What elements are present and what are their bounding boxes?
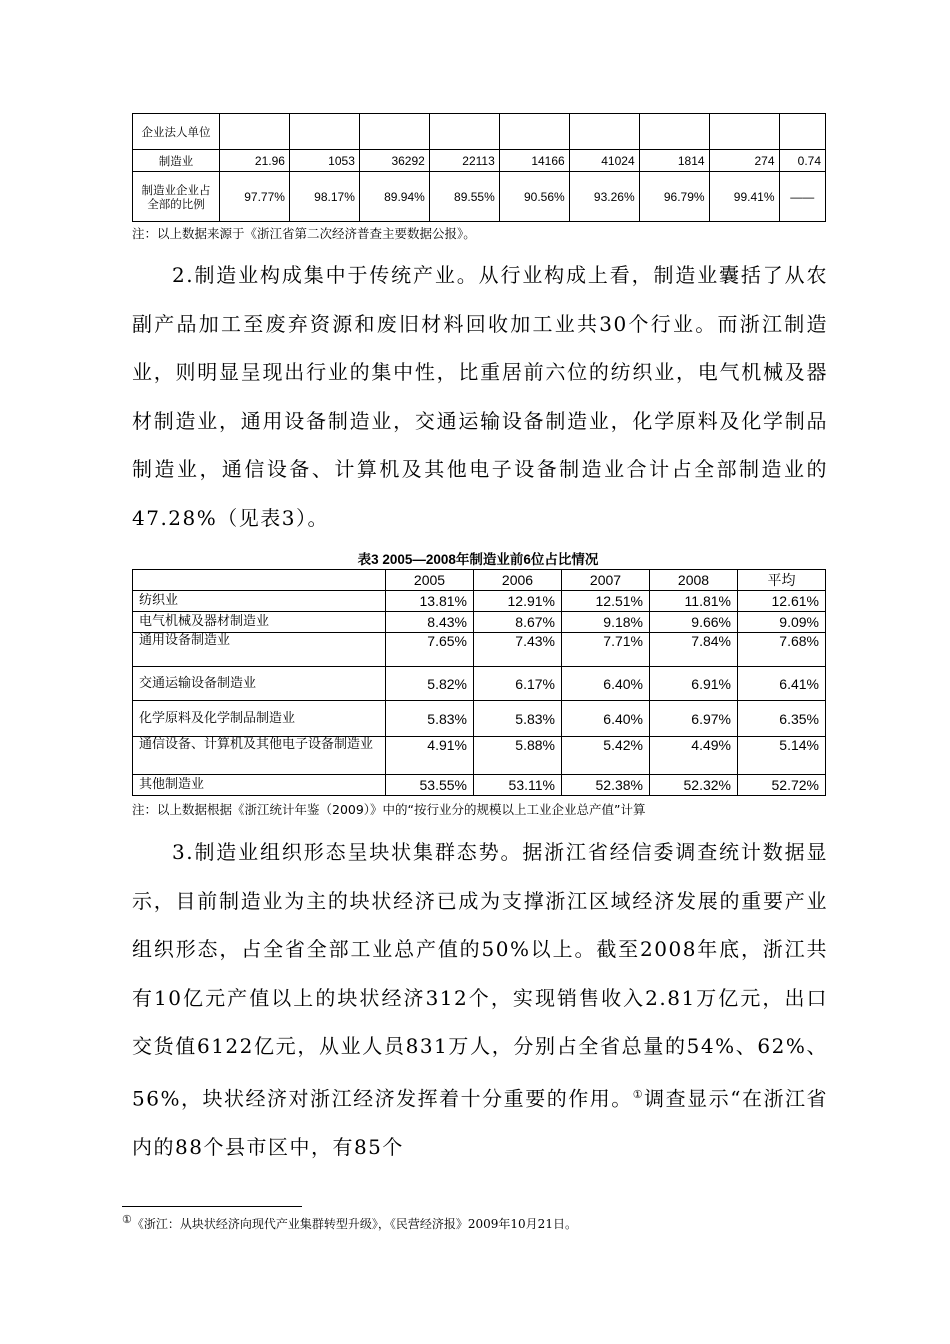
table-cell: 93.26%	[569, 172, 639, 222]
table-cell	[709, 114, 779, 150]
table-cell: 6.17%	[474, 667, 562, 701]
table-row	[133, 172, 826, 222]
table-cell: 9.09%	[738, 612, 826, 633]
table-cell	[779, 114, 826, 150]
table-cell: 6.35%	[738, 701, 826, 737]
paragraph-3	[132, 828, 828, 1171]
table-cell: 1053	[289, 150, 359, 172]
footnote-mark: ①	[122, 1213, 132, 1226]
table-cell	[289, 114, 359, 150]
table-row	[133, 633, 826, 667]
table-row	[133, 737, 826, 775]
header-cell	[133, 570, 386, 591]
table-cell: 1814	[639, 150, 709, 172]
table-cell: 7.71%	[562, 633, 650, 667]
table-row	[133, 667, 826, 701]
table-cell	[499, 114, 569, 150]
table-cell	[639, 114, 709, 150]
table-cell: 7.65%	[386, 633, 474, 667]
table-cell: 12.51%	[562, 591, 650, 612]
table-row	[133, 591, 826, 612]
table-cell: 12.61%	[738, 591, 826, 612]
table-cell: 53.11%	[474, 775, 562, 796]
table-cell: 52.32%	[650, 775, 738, 796]
footnote-divider	[122, 1206, 302, 1207]
table-cell	[359, 114, 429, 150]
table-cell: ——	[779, 172, 826, 222]
table-cell	[429, 114, 499, 150]
table-cell: 7.43%	[474, 633, 562, 667]
row-label: 企业法人单位	[133, 114, 220, 150]
table-cell: 4.49%	[650, 737, 738, 775]
row-label: 其他制造业	[133, 775, 386, 796]
table-cell: 14166	[499, 150, 569, 172]
table1-note: 注：以上数据来源于《浙江省第二次经济普查主要数据公报》。	[132, 226, 476, 241]
header-cell: 2008	[650, 570, 738, 591]
table-cell: 99.41%	[709, 172, 779, 222]
table-cell: 5.83%	[474, 701, 562, 737]
row-label: 化学原料及化学制品制造业	[133, 701, 386, 737]
table-cell: 53.55%	[386, 775, 474, 796]
table-cell: 5.88%	[474, 737, 562, 775]
table-cell: 52.38%	[562, 775, 650, 796]
table-row	[133, 775, 826, 796]
table-cell: 5.42%	[562, 737, 650, 775]
table-cell: 36292	[359, 150, 429, 172]
table-cell: 41024	[569, 150, 639, 172]
table-cell: 6.41%	[738, 667, 826, 701]
table-cell: 4.91%	[386, 737, 474, 775]
table-cell: 9.66%	[650, 612, 738, 633]
table-cell	[220, 114, 290, 150]
table3	[132, 569, 826, 796]
table-cell: 89.55%	[429, 172, 499, 222]
table-cell: 97.77%	[220, 172, 290, 222]
row-label: 电气机械及器材制造业	[133, 612, 386, 633]
row-label: 纺织业	[133, 591, 386, 612]
row-label: 制造业企业占全部的比例	[133, 172, 220, 222]
table-cell: 13.81%	[386, 591, 474, 612]
table-row	[133, 150, 826, 172]
table-cell: 11.81%	[650, 591, 738, 612]
table-cell: 9.18%	[562, 612, 650, 633]
table-cell: 52.72%	[738, 775, 826, 796]
table-cell: 6.40%	[562, 667, 650, 701]
table-cell: 6.40%	[562, 701, 650, 737]
table-cell: 6.97%	[650, 701, 738, 737]
footnote	[122, 1213, 577, 1232]
table-cell: 5.83%	[386, 701, 474, 737]
header-cell: 2006	[474, 570, 562, 591]
table-cell: 22113	[429, 150, 499, 172]
table-cell: 8.67%	[474, 612, 562, 633]
table-cell: 8.43%	[386, 612, 474, 633]
row-label: 交通运输设备制造业	[133, 667, 386, 701]
footnote-ref: ①	[632, 1087, 645, 1101]
paragraph-3-body: 3.制造业组织形态呈块状集群态势。据浙江省经信委调查统计数据显示，目前制造业为主的块状经济已成为支撑浙江区域经济发展的重要产业组织形态，占全省全部工业总产值的50%以上。截至2008年底，浙江共有10亿元产值以上的块状经济312个，实现销售收入2.81万亿元，出口交货值6122亿元，从业人员831万人，分别占全省总量的54%、62%、56%，块状经济对浙江经济发挥着十分重要的作用。	[132, 840, 828, 1111]
row-label: 制造业	[133, 150, 220, 172]
table-cell: 0.74	[779, 150, 826, 172]
footnote-text: 《浙江：从块状经济向现代产业集群转型升级》，《民营经济报》2009年10月21日。	[131, 1217, 577, 1231]
paragraph-2: 2.制造业构成集中于传统产业。从行业构成上看，制造业囊括了从农副产品加工至废弃资源和废旧材料回收加工业共30个行业。而浙江制造业，则明显呈现出行业的集中性，比重居前六位的纺织业，电气机械及器材制造业，通用设备制造业，交通运输设备制造业，化学原料及化学制品制造业，通信设备、计算机及其他电子设备制造业合计占全部制造业的47.28%（见表3）。	[132, 263, 828, 530]
table-cell: 96.79%	[639, 172, 709, 222]
header-cell: 2005	[386, 570, 474, 591]
row-label: 通信设备、计算机及其他电子设备制造业	[133, 737, 386, 775]
table-cell: 6.91%	[650, 667, 738, 701]
table-row	[133, 612, 826, 633]
table-cell: 7.84%	[650, 633, 738, 667]
table-header-row	[133, 570, 826, 591]
table-cell: 5.14%	[738, 737, 826, 775]
table1	[132, 113, 826, 222]
row-label: 通用设备制造业	[133, 633, 386, 667]
table-cell: 7.68%	[738, 633, 826, 667]
table-cell: 5.82%	[386, 667, 474, 701]
table-cell: 90.56%	[499, 172, 569, 222]
table-row	[133, 114, 826, 150]
paragraph-3-tail: 调查显示“在浙江省内的88个县市区中，有85个	[132, 1086, 828, 1159]
table-row	[133, 701, 826, 737]
table3-caption: 表3 2005—2008年制造业前6位占比情况	[357, 552, 599, 567]
table-cell: 98.17%	[289, 172, 359, 222]
table-cell	[569, 114, 639, 150]
table-cell: 21.96	[220, 150, 290, 172]
header-cell: 平均	[738, 570, 826, 591]
table-cell: 274	[709, 150, 779, 172]
header-cell: 2007	[562, 570, 650, 591]
table3-note: 注：以上数据根据《浙江统计年鉴（2009）》中的“按行业分的规模以上工业企业总产值”计算	[132, 802, 646, 817]
table-cell: 89.94%	[359, 172, 429, 222]
table-cell: 12.91%	[474, 591, 562, 612]
